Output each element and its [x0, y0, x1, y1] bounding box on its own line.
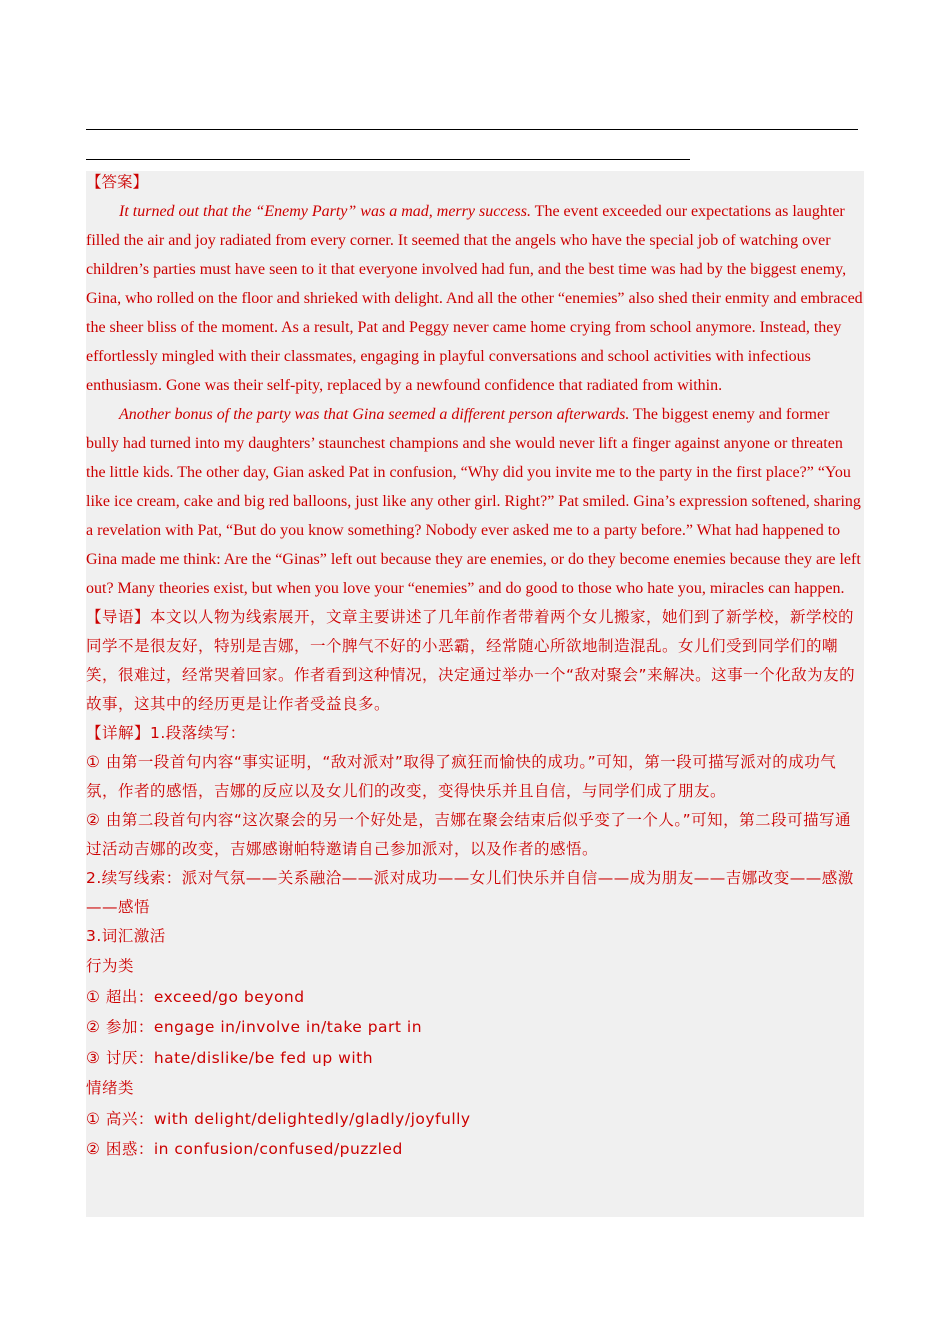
paragraph-2-body: The biggest enemy and former bully had turned into my daughters’ staunchest champions and she would never lift a finger against anyone or threaten the little kids. The other day, Gian asked Pat in confusion, “Why did you invite me to the party in the first place?” “You like ice cream, cake and big red balloons, just like any other girl. Right?” Pat smiled. Gina’s expression softened, sharing a revelation with Pat, “But do you know something? Nobody ever asked me to a party before.” What had happened to Gina made me think: Are the “Ginas” left out because they are enemies, or do they become enemies because they are left out? Many theories exist, but when you love your “enemies” and do good to those who hate you, miracles can happen.: [86, 406, 861, 597]
detail-label: 【详解】: [86, 724, 151, 742]
paragraph-2-lead: Another bonus of the party was that Gina seemed a different person afterwards.: [119, 406, 630, 423]
guide-label: 【导语】: [86, 608, 151, 626]
detail-item-1b: ② 由第二段首句内容“这次聚会的另一个好处是，吉娜在聚会结束后似乎变了一个人。”可知，第二段可描写通过活动吉娜的改变，吉娜感谢帕特邀请自己参加派对，以及作者的感悟。: [86, 811, 852, 858]
answer-heading: [86, 168, 864, 197]
detail-heading: [86, 719, 864, 748]
detail-item-2: 2.续写线索：派对气氛——关系融洽——派对成功——女儿们快乐并自信——成为朋友——吉娜改变——感激——感悟: [86, 869, 854, 916]
vocab-item: ③ 讨厌：hate/dislike/be fed up with: [86, 1048, 374, 1067]
paragraph-1-body: The event exceeded our expectations as laughter filled the air and joy radiated from every corner. It seemed that the angels who have the special job of watching over children’s parties must have seen to it that everyone involved had fun, and the best time was had by the biggest enemy, Gina, who rolled on the floor and shrieked with delight. And all the other “enemies” also shed their enmity and embraced the sheer bliss of the moment. As a result, Pat and Peggy never came home crying from school anymore. Instead, they effortlessly mingled with their classmates, engaging in playful conversations and school activities with infectious enthusiasm. Gone was their self-pity, replaced by a newfound confidence that radiated from within.: [86, 203, 863, 394]
detail-item-1-title: 1.段落续写：: [150, 724, 246, 742]
answer-heading-label: 【答案】: [86, 173, 149, 191]
answer-line-1: [86, 129, 858, 130]
paragraph-1-lead: It turned out that the “Enemy Party” was a mad, merry success.: [119, 203, 531, 220]
vocab-item: ② 参加：engage in/involve in/take part in: [86, 1018, 423, 1036]
guide-section: [86, 603, 864, 719]
detail-item-1a: ① 由第一段首句内容“事实证明，“敌对派对”取得了疯狂而愉快的成功。”可知，第一段可描写派对的成功气氛，作者的感悟，吉娜的反应以及女儿们的改变，变得快乐并且自信，与同学们成了朋友。: [86, 753, 837, 800]
answer-paragraph-1: [86, 197, 864, 400]
answer-content: [86, 168, 864, 1165]
answer-line-2: [86, 159, 690, 160]
vocab-item: ② 困惑：in confusion/confused/puzzled: [86, 1140, 403, 1158]
detail-item-3-title: 3.词汇激活: [86, 927, 166, 945]
guide-text: 本文以人物为线索展开，文章主要讲述了几年前作者带着两个女儿搬家，她们到了新学校，新学校的同学不是很友好，特别是吉娜，一个脾气不好的小恶霸，经常随心所欲地制造混乱。女儿们受到同学们的嘲笑，很难过，经常哭着回家。作者看到这种情况，决定通过举办一个“敌对聚会”来解决。这事一个化敌为友的故事，这其中的经历更是让作者受益良多。: [86, 608, 856, 713]
vocab-category-emotion: 情绪类: [86, 1079, 135, 1097]
vocab-category-behavior: 行为类: [86, 957, 135, 975]
vocab-item: ① 超出：exceed/go beyond: [86, 987, 305, 1006]
vocab-item: ① 高兴：with delight/delightedly/gladly/joyfully: [86, 1109, 471, 1128]
answer-paragraph-2: [86, 400, 864, 603]
